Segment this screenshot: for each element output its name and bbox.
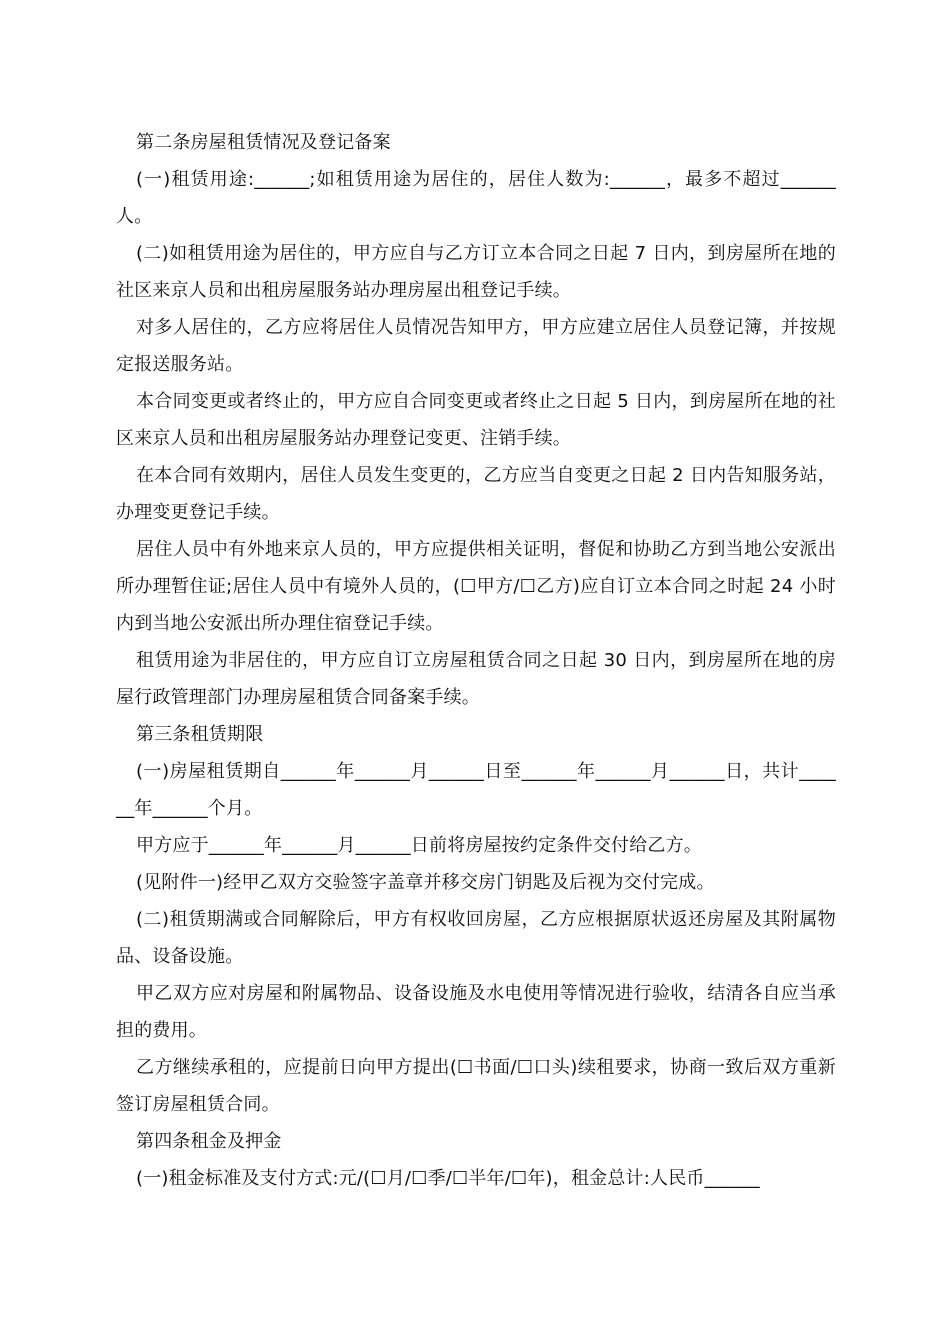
paragraph-resident-change: 在本合同有效期内，居住人员发生变更的，乙方应当自变更之日起 2 日内告知服务站，办理变更登记手续。 <box>116 465 836 523</box>
section-heading-4: 第四条租金及押金 <box>136 1131 282 1152</box>
paragraph-rent-standard: (一)租金标准及支付方式:元/(☐月/☐季/☐半年/☐年)，租金总计:人民币______ <box>136 1168 760 1189</box>
paragraph-multiple-residents: 对多人居住的，乙方应将居住人员情况告知甲方，甲方应建立居住人员登记簿，并按规定报送服务站。 <box>116 317 836 375</box>
paragraph-contract-change: 本合同变更或者终止的，甲方应自合同变更或者终止之日起 5 日内，到房屋所在地的社区来京人员和出租房屋服务站办理登记变更、注销手续。 <box>116 391 836 449</box>
paragraph-delivery-completion: (见附件一)经甲乙双方交验签字盖章并移交房门钥匙及后视为交付完成。 <box>136 872 715 893</box>
paragraph-registration: (二)如租赁用途为居住的，甲方应自与乙方订立本合同之日起 7 日内，到房屋所在地的社区来京人员和出租房屋服务站办理房屋出租登记手续。 <box>116 243 836 301</box>
document-page <box>116 124 836 1197</box>
paragraph-lease-expiry: (二)租赁期满或合同解除后，甲方有权收回房屋，乙方应根据原状返还房屋及其附属物品、设备设施。 <box>116 909 836 967</box>
paragraph-non-residential: 租赁用途为非居住的，甲方应自订立房屋租赁合同之日起 30 日内，到房屋所在地的房屋行政管理部门办理房屋租赁合同备案手续。 <box>116 650 836 708</box>
paragraph-inspection: 甲乙双方应对房屋和附属物品、设备设施及水电使用等情况进行验收，结清各自应当承担的费用。 <box>116 983 836 1041</box>
section-heading-3: 第三条租赁期限 <box>136 724 264 745</box>
paragraph-renewal: 乙方继续承租的，应提前日向甲方提出(☐书面/☐口头)续租要求，协商一致后双方重新签订房屋租赁合同。 <box>116 1057 836 1115</box>
paragraph-lease-purpose: (一)租赁用途:______;如租赁用途为居住的，居住人数为:______，最多不超过______人。 <box>116 169 836 227</box>
paragraph-lease-term: (一)房屋租赁期自______年______月______日至______年______月______日，共计______年______个月。 <box>116 761 836 819</box>
paragraph-delivery-date: 甲方应于______年______月______日前将房屋按约定条件交付给乙方。 <box>136 835 702 856</box>
paragraph-outside-residents: 居住人员中有外地来京人员的，甲方应提供相关证明，督促和协助乙方到当地公安派出所办理暂住证;居住人员中有境外人员的，(☐甲方/☐乙方)应自订立本合同之时起 24 小时内到当地公安派出所办理住宿登记手续。 <box>116 539 836 634</box>
section-heading-2: 第二条房屋租赁情况及登记备案 <box>136 132 391 153</box>
